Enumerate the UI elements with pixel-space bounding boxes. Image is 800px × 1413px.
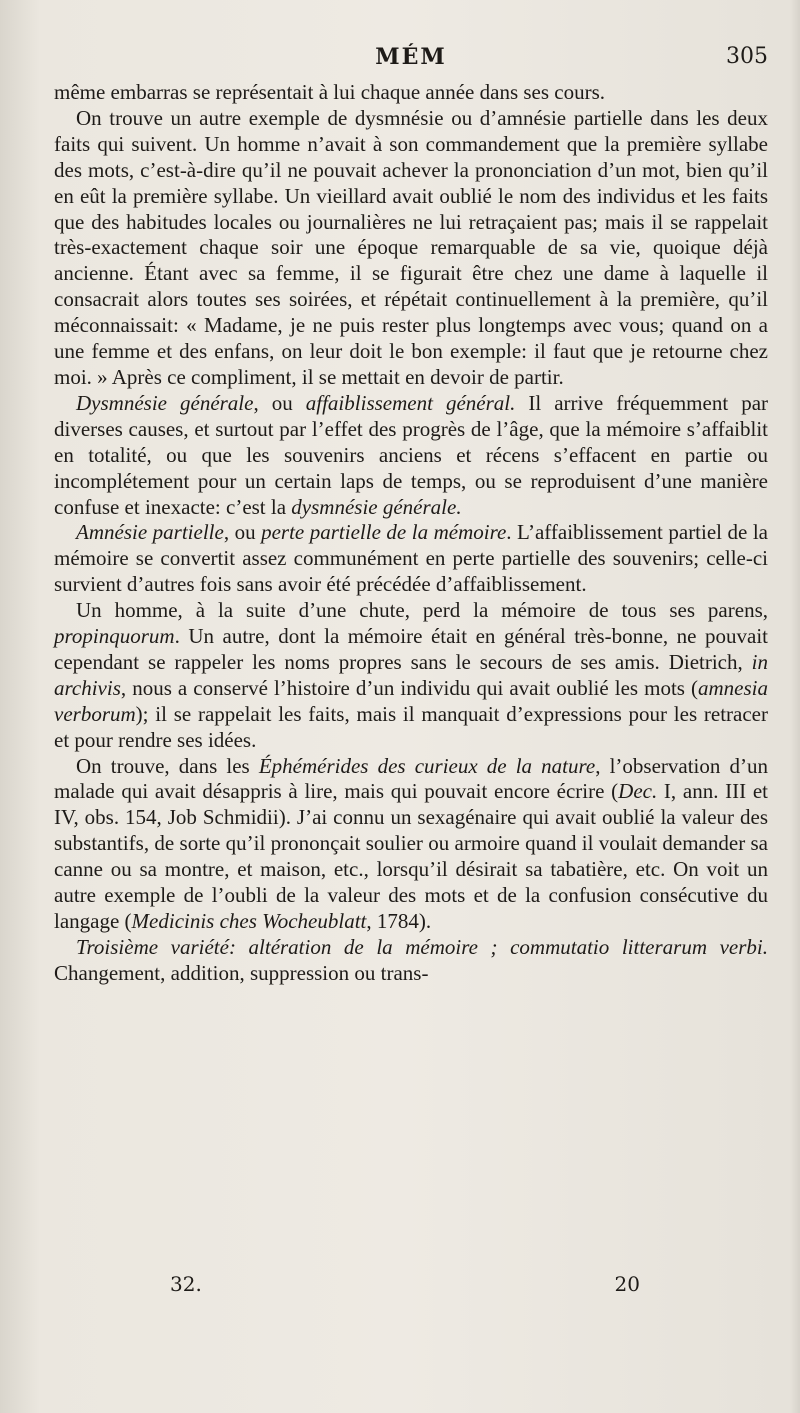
paragraph: Amnésie partielle, ou perte partielle de la mémoire. L’affaiblissement partiel de la mémoire se convertit assez communément en perte partielle des souvenirs; celle-ci survient d’autres fois sans avoir été précédée d’affaiblissement. — [54, 520, 769, 597]
paragraph: même embarras se représentait à lui chaque année dans ses cours. — [54, 80, 606, 104]
paragraph: On trouve un autre exemple de dysmnésie ou d’amnésie partielle dans les deux faits qui suivent. Un homme n’avait à son commandement que la première syllabe des mots, c’est-à-dire qu’il ne pouvait achever la prononciation d’un mot, bien qu’il en eût la première syllabe. Un vieillard avait oublié le nom des individus et les faits que des habitudes locales ou journalières ne lui retraçaient pas; mais il se rappelait très-exactement chaque soir une époque remarquable de sa vie, quoique déjà ancienne. Étant avec sa femme, il se figurait être chez une dame à laquelle il consacrait alors toutes ses soirées, et répétait continuellement à la première, qu’il méconnaissait: « Madame, je ne puis rester plus longtemps avec vous; quand on a une femme et des enfans, on leur doit le bon exemple: il faut que je retourne chez moi. » Après ce compliment, il se mettait en devoir de partir. — [54, 105, 768, 389]
paragraph: On trouve, dans les Éphémérides des curieux de la nature, l’observation d’un malade qui avait désappris à lire, mais qui pouvait encore écrire (Dec. I, ann. III et IV, obs. 154, Job Schmidii). J’ai connu un sexagénaire qui avait oublié la valeur des substantifs, de sorte qu’il prononçait soulier ou armoire quand il voulait demander sa canne ou sa montre, et maison, etc., lorsqu’il désirait sa tabatière, etc. On voit un autre exemple de l’oubli de la valeur des mots et de la confusion consécutive du langage (Medicinis ches Wocheublatt, 1784). — [54, 753, 768, 933]
paragraph: Un homme, à la suite d’une chute, perd la mémoire de tous ses parens, propinquorum. Un autre, dont la mémoire était en général très-bonne, ne pouvait cependant se rappeler les noms propres sans le secours de ses amis. Dietrich, in archivis, nous a conservé l’histoire d’un individu qui avait oublié les mots (amnesia verborum); il se rappelait les faits, mais il manquait d’expressions pour les retracer et pour rendre ses idées. — [54, 598, 768, 752]
running-head — [54, 40, 768, 80]
page-number: 305 — [726, 44, 768, 69]
sheet-number: 20 — [614, 1272, 640, 1296]
body-text — [54, 80, 768, 987]
paragraph: Troisième variété: altération de la mémoire ; commutatio litterarum verbi. Changement, addition, suppression ou trans- — [54, 934, 768, 985]
paragraph: Dysmnésie générale, ou affaiblissement général. Il arrive fréquemment par diverses causes, et surtout par l’effet des progrès de l’âge, que la mémoire s’affaiblit en totalité, ou que les souvenirs anciens et récens s’effacent en partie ou incomplétement pour un certain laps de temps, ou se reproduisent d’une manière confuse et inexacte: c’est la dysmnésie générale. — [54, 390, 769, 519]
running-title: MÉM — [375, 44, 447, 70]
signature-mark: 32. — [170, 1272, 202, 1296]
